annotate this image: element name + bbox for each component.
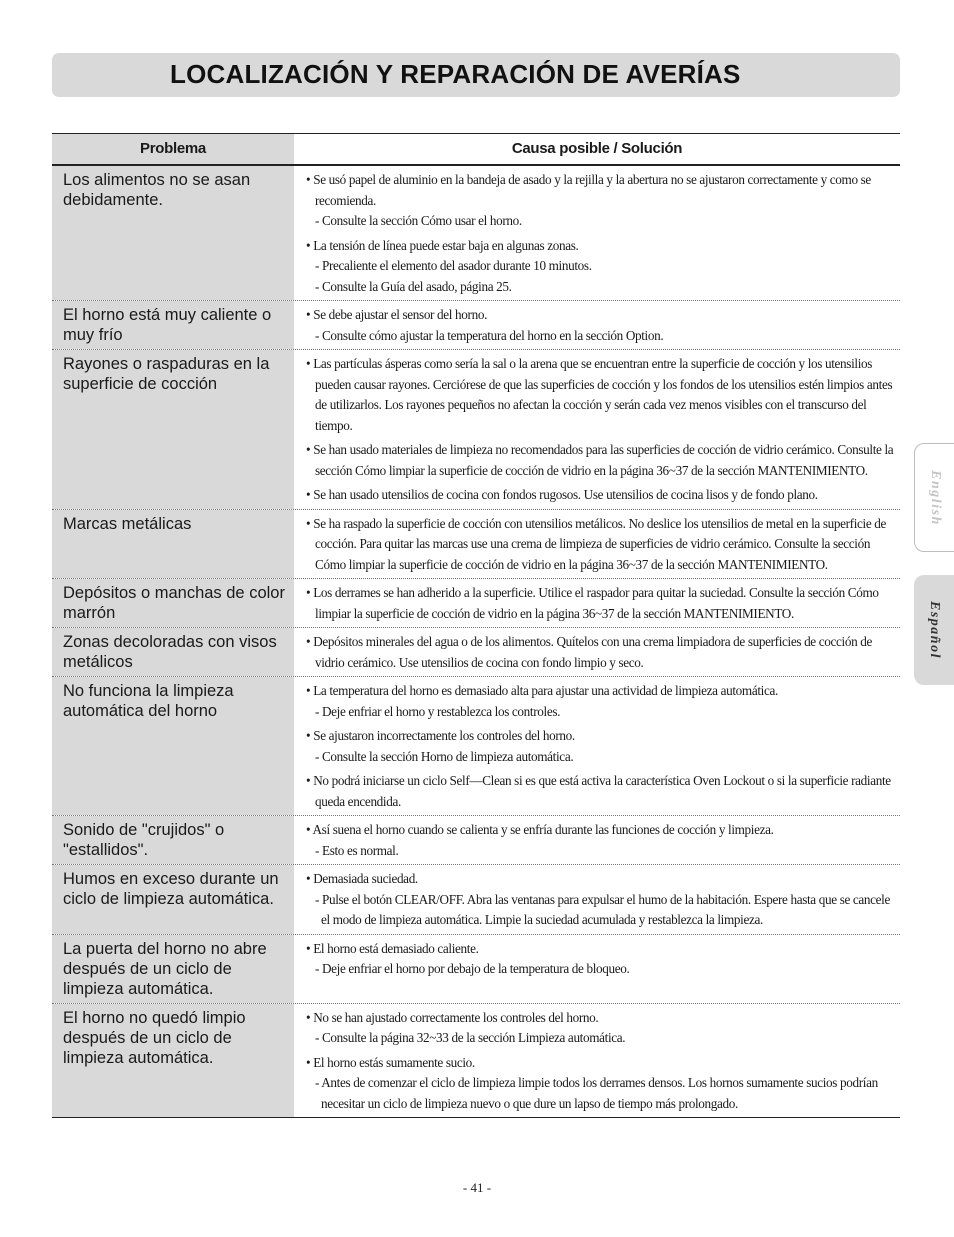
problem-cell: La puerta del horno no abre después de un ciclo de limpieza automática. xyxy=(52,935,294,1003)
cause-bullet: • Se ha raspado la superficie de cocción con utensilios metálicos. No deslice los utensilios de metal en la superficie de cocción. Para quitar las marcas use una crema de limpieza de superficies de vidrio cerámico. Consulte la sección Cómo limpiar la superficie de cocción de vidrio en la página 36~37 de la sección MANTENIMIENTO. xyxy=(306,515,887,572)
tab-english-label: English xyxy=(927,469,943,526)
cause-item xyxy=(306,632,898,673)
cause-bullet: • La temperatura del horno es demasiado alta para ajustar una actividad de limpieza automática. xyxy=(306,683,778,698)
cause-cell xyxy=(294,166,900,300)
cause-cell xyxy=(294,816,900,864)
table-row xyxy=(52,350,900,510)
cause-item xyxy=(306,440,898,481)
table-row xyxy=(52,1004,900,1118)
solution-step: - Consulte la Guía del asado, página 25. xyxy=(315,278,512,294)
cause-cell xyxy=(294,935,900,1003)
cause-item xyxy=(306,939,898,980)
header-cause: Causa posible / Solución xyxy=(511,140,683,157)
cause-item xyxy=(306,681,898,722)
cause-bullet: • La tensión de línea puede estar baja en algunas zonas. xyxy=(306,237,579,253)
solution-step: - Precaliente el elemento del asador durante 10 minutos. xyxy=(315,258,592,273)
tab-espanol-label: Español xyxy=(927,601,942,659)
table-row xyxy=(52,166,900,301)
table-row xyxy=(52,301,900,350)
cause-item xyxy=(306,485,898,506)
problem-cell: Sonido de "crujidos" o "estallidos". xyxy=(52,816,294,864)
cause-bullet: • Depósitos minerales del agua o de los alimentos. Quítelos con una crema limpiadora de superficies de cocción de vidrio cerámico. Use utensilios de cocina con fondo limpio y seco. xyxy=(306,634,873,670)
cause-cell xyxy=(294,579,900,627)
problem-cell: Zonas decoloradas con visos metálicos xyxy=(52,628,294,676)
cause-bullet: • Se han usado materiales de limpieza no recomendados para las superficies de cocción de vidrio cerámico. Consulte la sección Cómo limpiar la superficie de cocción de vidrio en la página 36~37 de la sección MANTENIMIENTO. xyxy=(306,442,894,478)
cause-bullet: • Los derrames se han adherido a la superficie. Utilice el raspador para quitar la suciedad. Consulte la sección Cómo limpiar la superficie de cocción de vidrio en la página 36~37 de la sección MANTENIMIENTO. xyxy=(306,585,879,621)
solution-step: - Consulte la sección Horno de limpieza automática. xyxy=(315,748,574,764)
table-row xyxy=(52,935,900,1004)
solution-step: - Consulte la página 32~33 de la sección Limpieza automática. xyxy=(315,1030,626,1045)
cause-cell xyxy=(294,865,900,934)
cause-bullet: • Se debe ajustar el sensor del horno. xyxy=(306,307,488,322)
cause-item xyxy=(306,236,898,298)
cause-cell xyxy=(294,301,900,349)
cause-item xyxy=(306,869,898,931)
troubleshooting-table xyxy=(52,133,900,1118)
cause-bullet: • No podrá iniciarse un ciclo Self—Clean si es que está activa la característica Oven Lockout o si la superficie radiante queda encendida. xyxy=(306,773,891,809)
cause-bullet: • Las partículas ásperas como sería la sal o la arena que se encuentran entre la superficie de cocción y los utensilios pueden causar rayones. Cerciórese de que las superficies de cocción y los fondos de los utensilios estén limpios antes de utilizarlos. Los rayones pequeños no afectan la cocción y serán cada vez menos visibles con el transcurso del tiempo. xyxy=(306,356,893,433)
table-row xyxy=(52,510,900,580)
problem-cell: Marcas metálicas xyxy=(52,510,294,579)
solution-step: - Consulte la sección Cómo usar el horno. xyxy=(315,213,522,228)
problem-cell: El horno está muy caliente o muy frío xyxy=(52,301,294,349)
cause-bullet: • No se han ajustado correctamente los controles del horno. xyxy=(306,1009,599,1025)
problem-cell: El horno no quedó limpio después de un ciclo de limpieza automática. xyxy=(52,1004,294,1118)
cause-cell xyxy=(294,510,900,579)
page-title: LOCALIZACIÓN Y REPARACIÓN DE AVERÍAS xyxy=(170,59,741,89)
solution-step: - Deje enfriar el horno por debajo de la temperatura de bloqueo. xyxy=(315,961,630,976)
table-row xyxy=(52,579,900,628)
cause-item xyxy=(306,726,898,767)
tab-espanol[interactable] xyxy=(914,575,954,685)
cause-cell xyxy=(294,628,900,676)
header-problem: Problema xyxy=(52,134,294,164)
cause-bullet: • El horno está demasiado caliente. xyxy=(306,940,479,956)
cause-item xyxy=(306,354,898,436)
cause-item xyxy=(306,514,898,576)
solution-step: - Pulse el botón CLEAR/OFF. Abra las ventanas para expulsar el humo de la habitación. Espere hasta que se cancele el modo de limpieza automática. Limpie la suciedad acumulada y restablezca la limpieza. xyxy=(315,891,890,927)
table-row xyxy=(52,865,900,935)
cause-bullet: • Se han usado utensilios de cocina con fondos rugosos. Use utensilios de cocina lisos y de fondo plano. xyxy=(306,487,818,502)
table-body xyxy=(52,166,900,1117)
cause-bullet: • Se ajustaron incorrectamente los controles del horno. xyxy=(306,728,575,743)
cause-item xyxy=(306,1008,898,1049)
solution-step: - Esto es normal. xyxy=(315,842,399,858)
table-row xyxy=(52,816,900,865)
problem-cell: No funciona la limpieza automática del horno xyxy=(52,677,294,815)
cause-item xyxy=(306,820,898,861)
cause-item xyxy=(306,1053,898,1115)
cause-bullet: • Demasiada suciedad. xyxy=(306,871,418,886)
title-bar xyxy=(52,53,900,97)
cause-cell xyxy=(294,1004,900,1118)
cause-cell xyxy=(294,677,900,815)
cause-bullet: • Así suena el horno cuando se calienta y se enfría durante las funciones de cocción y limpieza. xyxy=(306,822,774,837)
problem-cell: Depósitos o manchas de color marrón xyxy=(52,579,294,627)
table-row xyxy=(52,677,900,816)
solution-step: - Antes de comenzar el ciclo de limpieza limpie todos los derrames densos. Los hornos sumamente sucios podrían necesitar un ciclo de limpieza nuevo o que dure un lapso de tiempo más prolongado. xyxy=(315,1075,878,1111)
table-row xyxy=(52,628,900,677)
tab-english[interactable] xyxy=(914,443,954,552)
cause-cell xyxy=(294,350,900,509)
table-header xyxy=(52,134,900,166)
cause-bullet: • El horno estás sumamente sucio. xyxy=(306,1054,475,1070)
cause-item xyxy=(306,771,898,812)
cause-bullet: • Se usó papel de aluminio en la bandeja de asado y la rejilla y la abertura no se ajustaron correctamente y como se recomienda. xyxy=(306,172,871,208)
solution-step: - Deje enfriar el horno y restablezca los controles. xyxy=(315,703,561,719)
problem-cell: Rayones o raspaduras en la superficie de cocción xyxy=(52,350,294,509)
page-number: - 41 - xyxy=(462,1180,492,1195)
cause-item xyxy=(306,170,898,232)
problem-cell: Humos en exceso durante un ciclo de limpieza automática. xyxy=(52,865,294,934)
solution-step: - Consulte cómo ajustar la temperatura del horno en la sección Option. xyxy=(315,327,664,343)
cause-item xyxy=(306,305,898,346)
cause-item xyxy=(306,583,898,624)
problem-cell: Los alimentos no se asan debidamente. xyxy=(52,166,294,300)
